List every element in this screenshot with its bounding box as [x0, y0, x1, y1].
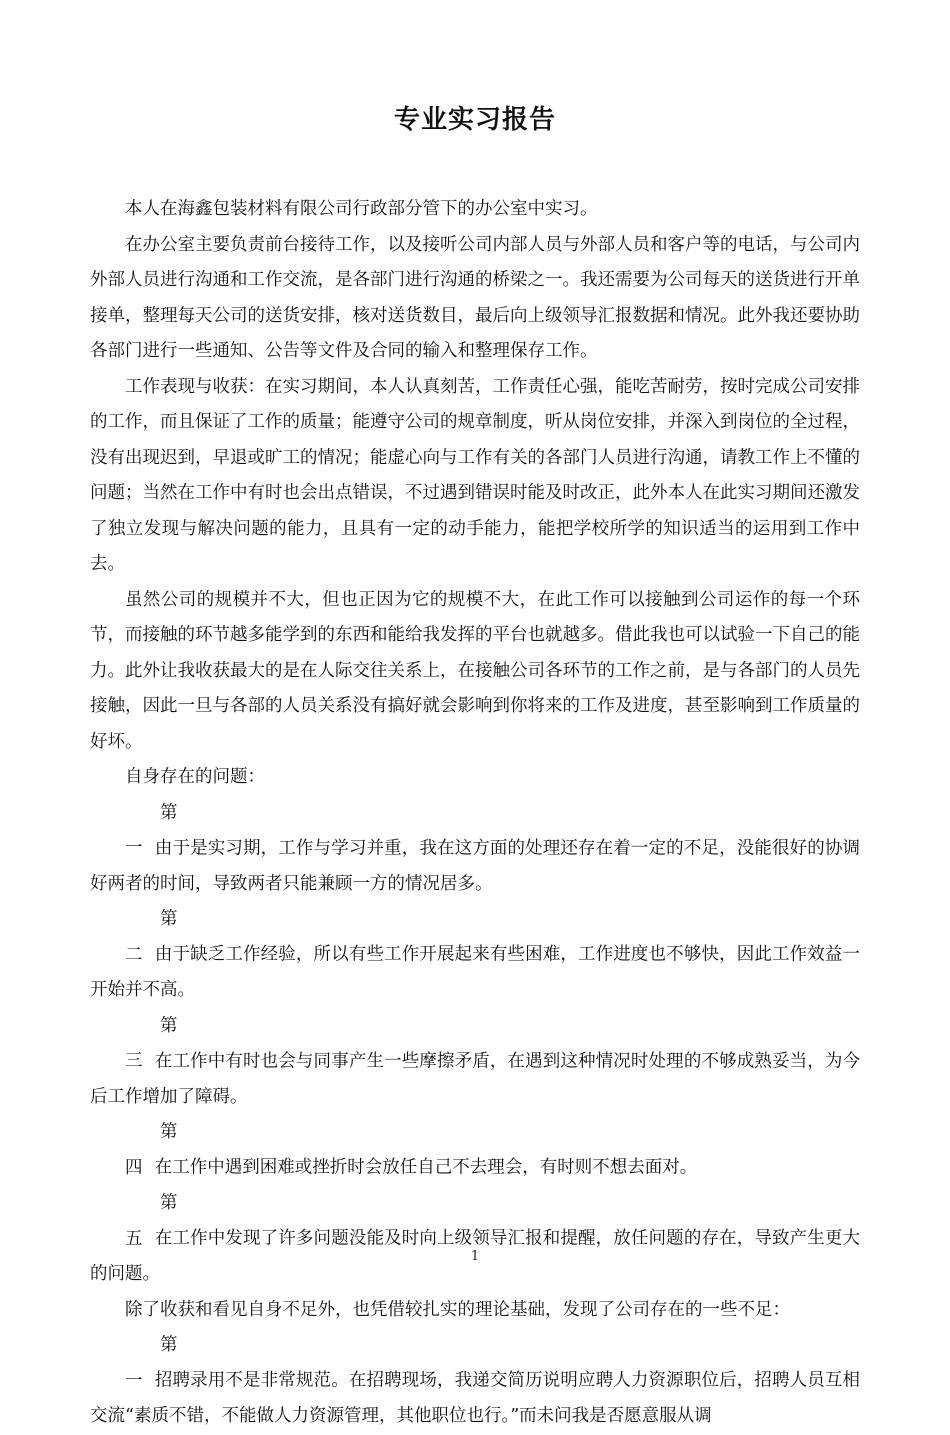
paragraph-company-scale: 虽然公司的规模并不大，但也正因为它的规模不大，在此工作可以接触到公司运作的每一个环节，而接触的环节越多能学到的东西和能给我发挥的平台也就越多。借此我也可以试验一下自己的能力。此外让我收获最大的是在人际交往关系上，在接触公司各环节的工作之前，是与各部门的人员先接触，因此一旦与各部的人员关系没有搞好就会影响到你将来的工作及进度，甚至影响到工作质量的好坏。	[90, 589, 860, 752]
paragraph-internship-location: 本人在海鑫包装材料有限公司行政部分管下的办公室中实习。	[125, 199, 598, 219]
page-number: 1	[470, 1249, 480, 1264]
problem-item	[90, 1009, 860, 1116]
problem-item	[90, 1115, 860, 1186]
paragraph-office-duties: 在办公室主要负责前台接待工作，以及接听公司内部人员与外部人员和客户等的电话，与公司内外部人员进行沟通和工作交流，是各部门进行沟通的桥梁之一。我还需要为公司每天的送货进行开单接单，整理每天公司的送货安排，核对送货数目，最后向上级领导汇报数据和情况。此外我还要协助各部门进行一些通知、公告等文件及合同的输入和整理保存工作。	[90, 234, 860, 361]
problem-text: 由于是实习期，工作与学习并重，我在这方面的处理还存在着一定的不足，没能很好的协调好两者的时间，导致两者只能兼顾一方的情况居多。	[90, 838, 860, 894]
problem-label: 第一	[125, 802, 178, 858]
problem-text: 在工作中有时也会与同事产生一些摩擦矛盾，在遇到这种情况时处理的不够成熟妥当，为今后工作增加了障碍。	[90, 1051, 860, 1107]
problem-label: 第五	[125, 1193, 178, 1249]
paragraph-company-issues-intro: 除了收获和看见自身不足外，也凭借较扎实的理论基础，发现了公司存在的一些不足：	[125, 1299, 790, 1320]
company-issue-label: 第一	[125, 1335, 178, 1391]
problem-label: 第四	[125, 1122, 178, 1178]
problem-text: 在工作中遇到困难或挫折时会放任自己不去理会，有时则不想去面对。	[154, 1157, 698, 1178]
problem-text: 在工作中发现了许多问题没能及时向上级领导汇报和提醒，放任问题的存在，导致产生更大的问题。	[90, 1228, 860, 1284]
problem-label: 第三	[125, 1015, 178, 1071]
problem-item	[90, 902, 860, 1009]
problem-item	[90, 796, 860, 903]
problem-item	[90, 1186, 860, 1293]
problem-text: 由于缺乏工作经验，所以有些工作开展起来有些困难，工作进度也不够快，因此工作效益一开始并不高。	[90, 944, 860, 1000]
document-title: 专业实习报告	[393, 105, 556, 135]
paragraph-problems-heading: 自身存在的问题：	[125, 767, 265, 787]
company-issue-text: 招聘录用不是非常规范。在招聘现场，我递交简历说明应聘人力资源职位后，招聘人员互相交流“素质不错，不能做人力资源管理，其他职位也行。”而未问我是否愿意服从调	[90, 1370, 860, 1426]
paragraph-performance: 工作表现与收获：在实习期间，本人认真刻苦，工作责任心强，能吃苦耐劳，按时完成公司安排的工作，而且保证了工作的质量；能遵守公司的规章制度，听从岗位安排，并深入到岗位的全过程，没有出现迟到，早退或旷工的情况；能虚心向与工作有关的各部门人员进行沟通，请教工作上不懂的问题；当然在工作中有时也会出点错误，不过遇到错误时能及时改正，此外本人在此实习期间还激发了独立发现与解决问题的能力，且具有一定的动手能力，能把学校所学的知识适当的运用到工作中去。	[90, 376, 860, 574]
problem-label: 第二	[125, 909, 178, 965]
